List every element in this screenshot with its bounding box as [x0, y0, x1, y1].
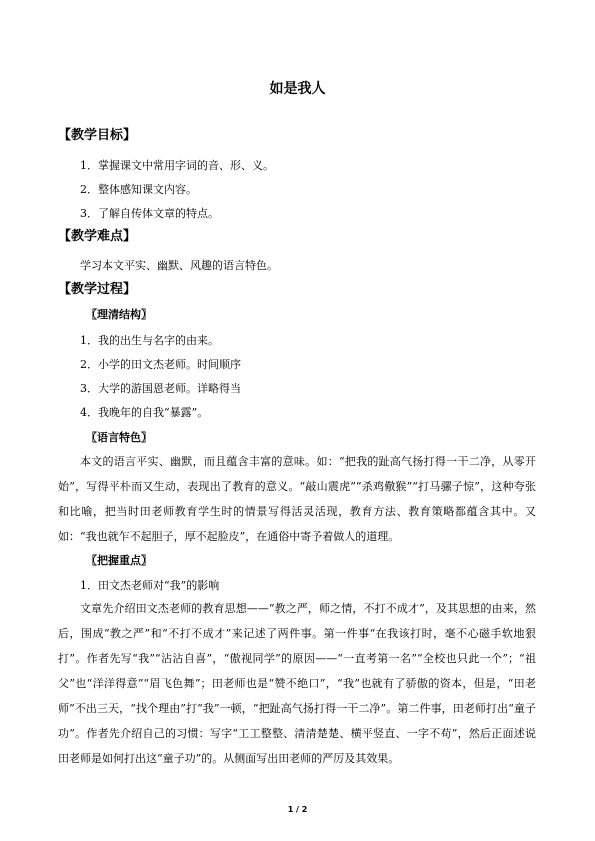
goal-item: 3．了解自传体文章的特点。: [80, 207, 219, 220]
structure-item: 2．小学的田文杰老师。时间顺序: [80, 358, 241, 371]
document-title: 如是我人: [269, 81, 326, 97]
section-heading-process: 【教学过程】: [58, 282, 137, 297]
structure-item: 3．大学的游国恩老师。详略得当: [80, 382, 241, 395]
goal-item: 2．整体感知课文内容。: [80, 183, 197, 196]
structure-item: 1．我的出生与名字的由来。: [80, 334, 219, 347]
subheading-structure: 〖理清结构〗: [86, 308, 152, 321]
page-number: 1 / 2: [287, 805, 308, 814]
subheading-language: 〖语言特色〗: [86, 431, 152, 444]
goal-item: 1．掌握课文中常用字词的音、形、义。: [80, 159, 274, 172]
key-point-item: 1．田文杰老师对“我”的影响: [80, 579, 220, 592]
subheading-key-points: 〖把握重点〗: [86, 554, 152, 567]
section-heading-goals: 【教学目标】: [58, 128, 137, 143]
key-points-paragraph: 文章先介绍田文杰老师的教育思想——“教之严，师之情，不打不成才”，及其思想的由来，然后，围成“教之严”和“不打不成才”来记述了两件事。第一件事“在我该打时，毫不心磁手软地狠打”。作者先写“我”“沾沾自喜”，“傲视同学”的原因——“一直考第一名”“全校也只此一个”；“祖父”也“洋洋得意”“眉飞色舞”；田老师也是“赞不绝口”，“我”也就有了骄傲的资本，但是，“田老师”不出三天，“找个理由”打“我”一顿，“把趾高气扬打得一干二净”。第二件事，田老师打出“童子功”。作者先介绍自己的习惯：写字“工工整整、清清楚楚、横平竖直、一字不苟”，然后正面述说田老师是如何打出这“童子功”的。从侧面写出田老师的严厉及其效果。: [58, 602, 536, 765]
language-paragraph: 本文的语言平实、幽默，而且蕴含丰富的意味。如：“把我的趾高气扬打得一干二净，从零开始”，写得平朴而又生动，表现出了教育的意义。“敲山震虎”“杀鸡儆猴”“打马骡子惊”，这种夸张和比喻，把当时田老师教育学生时的情景写得活灵活现，教育方法、教育策略都蕴含其中。又如：“我也就乍不起胆子，厚不起脸皮”，在通俗中寄予着做人的道理。: [58, 455, 536, 543]
structure-item: 4．我晚年的自我“暴露”。: [80, 406, 209, 419]
difficulty-text: 学习本文平实、幽默、风趣的语言特色。: [80, 259, 278, 272]
section-heading-difficulty: 【教学难点】: [58, 229, 137, 244]
